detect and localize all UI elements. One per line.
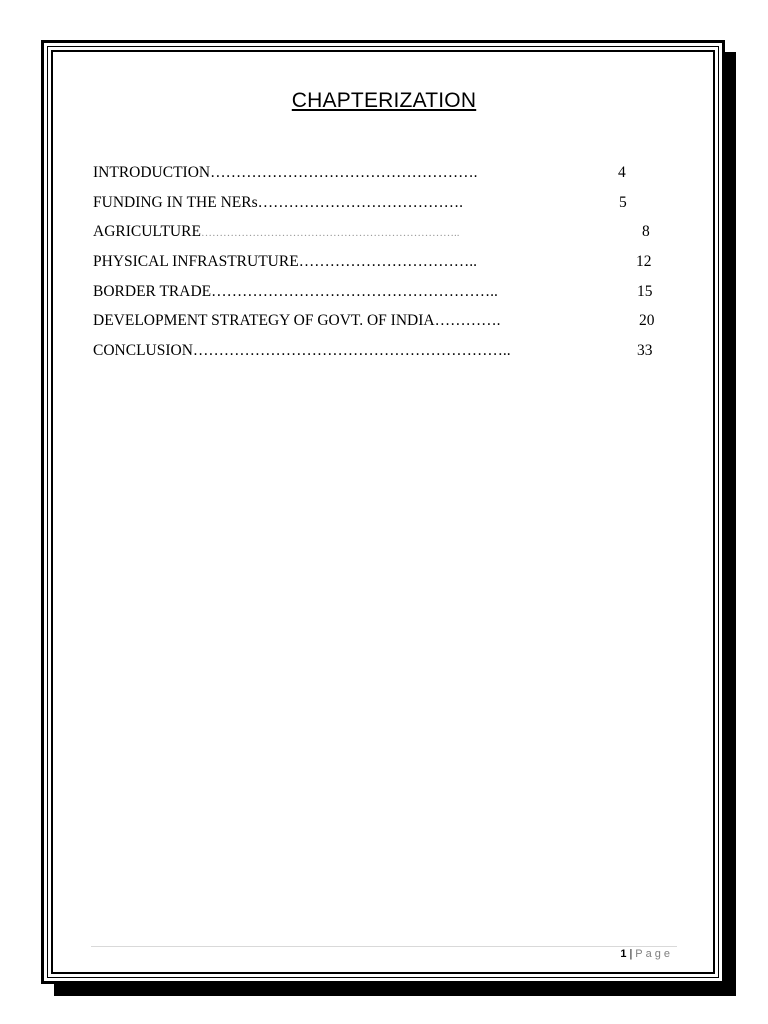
toc-entry-introduction (93, 158, 673, 188)
toc-entry-leader: …………………………………. (257, 193, 463, 211)
toc-entry-label: INTRODUCTION (93, 164, 211, 181)
toc-entry-agriculture (93, 217, 673, 247)
table-of-contents (93, 158, 673, 366)
toc-entry-leader: …………………………………………………………….. (200, 227, 460, 240)
toc-entry-leader: ……………………………………………. (210, 164, 478, 181)
toc-entry-page: 12 (636, 253, 652, 271)
page-footer (620, 948, 673, 960)
page-title: CHAPTERIZATION (291, 89, 477, 112)
footer-page-number: 1 (620, 948, 627, 960)
toc-entry-funding (93, 188, 673, 218)
toc-entry-leader: ……………………………………………….. (211, 282, 498, 300)
footer-page-word: Page (635, 948, 673, 960)
toc-entry-page: 15 (637, 282, 653, 300)
toc-entry-development-strategy (93, 306, 673, 336)
toc-entry-leader: …………………………………………………….. (192, 342, 511, 360)
toc-entry-conclusion (93, 336, 673, 366)
toc-entry-label: BORDER TRADE (93, 282, 212, 300)
toc-entry-page: 33 (637, 342, 653, 360)
toc-entry-physical-infrastructure (93, 247, 673, 277)
footer-separator: | (629, 948, 633, 960)
toc-entry-leader: …………. (434, 312, 501, 330)
footer-divider (91, 946, 677, 947)
toc-entry-leader: …………………………….. (298, 253, 477, 271)
toc-entry-label: AGRICULTURE (93, 223, 201, 241)
toc-entry-page: 20 (639, 312, 655, 330)
toc-entry-label: PHYSICAL INFRASTRUTURE (93, 253, 299, 271)
toc-entry-page: 4 (618, 164, 626, 181)
toc-entry-label: DEVELOPMENT STRATEGY OF GOVT. OF INDIA (93, 312, 435, 330)
toc-entry-page: 8 (642, 223, 650, 241)
toc-entry-border-trade (93, 277, 673, 307)
toc-entry-label: CONCLUSION (93, 342, 193, 360)
toc-entry-page: 5 (619, 193, 627, 211)
toc-entry-label: FUNDING IN THE NERs (93, 193, 258, 211)
